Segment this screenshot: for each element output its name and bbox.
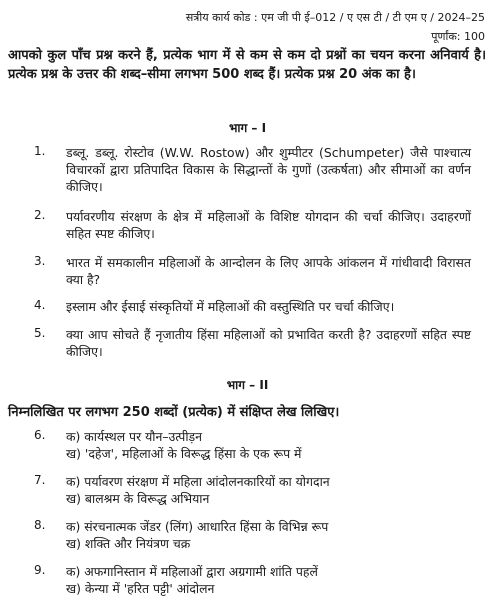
part-a: क) अफगानिस्तान में महिलाओं द्वारा अग्रगामी शांति पहलें: [66, 564, 318, 579]
question-parts: [66, 518, 471, 552]
section-2-title: भाग – II: [226, 378, 269, 392]
question-number: 8.: [34, 518, 46, 532]
question-number: 9.: [34, 563, 46, 577]
question-number: 3.: [34, 254, 46, 268]
part-a: क) कार्यस्थल पर यौन–उत्पीड़न: [66, 429, 203, 444]
question-parts: [66, 563, 471, 597]
question-text: पर्यावरणीय संरक्षण के क्षेत्र में महिलाओं के विशिष्ट योगदान की चर्चा कीजिए। उदाहरणों सहित स्पष्ट कीजिए।: [66, 209, 471, 241]
max-marks: पूर्णांक: 100: [431, 30, 485, 43]
section-2-instruction: निम्नलिखित पर लगभग 250 शब्दों (प्रत्येक) में संक्षिप्त लेख लिखिए।: [8, 405, 340, 420]
section-1-title: भाग – I: [228, 121, 267, 135]
question-number: 1.: [34, 144, 46, 158]
assignment-code: सत्रीय कार्य कोड : एम जी पी ई–012 / ए एस टी / टी एम ए / 2024–25: [185, 11, 485, 24]
question-text: क्या आप सोचते हैं नृजातीय हिंसा महिलाओं को प्रभावित करती है? उदाहरणों सहित स्पष्ट कीजिए।: [66, 327, 471, 359]
part-b: ख) केन्या में 'हरित पट्टी' आंदोलन: [66, 581, 215, 596]
part-b: ख) बालश्रम के विरूद्ध अभियान: [66, 491, 210, 506]
question-text: इस्लाम और ईसाई संस्कृतियों में महिलाओं की वस्तुस्थिति पर चर्चा कीजिए।: [66, 299, 395, 314]
general-instructions: आपको कुल पाँच प्रश्न करने हैं, प्रत्येक भाग में से कम से कम दो प्रश्नों का चयन करना अनिवार्य है। प्रत्येक प्रश्न के उत्तर की शब्द–सीमा लगभग 500 शब्द हैं। प्रत्येक प्रश्न 20 अंक का है।: [8, 48, 486, 82]
part-b: ख) शक्ति और नियंत्रण चक्र: [66, 536, 191, 551]
question-text: भारत में समकालीन महिलाओं के आन्दोलन के लिए आपके आंकलन में गांधीवादी विरासत क्या है?: [66, 255, 471, 287]
question-number: 6.: [34, 428, 46, 442]
part-b: ख) 'दहेज', महिलाओं के विरूद्ध हिंसा के एक रूप में: [66, 446, 302, 461]
question-parts: [66, 473, 471, 507]
question-number: 5.: [34, 326, 46, 340]
question-number: 2.: [34, 208, 46, 222]
part-a: क) पर्यावरण संरक्षण में महिला आंदोलनकारियों का योगदान: [66, 474, 330, 489]
question-number: 4.: [34, 298, 46, 312]
question-number: 7.: [34, 473, 46, 487]
question-text: डब्लू. डब्लू. रोस्टोव (W.W. Rostow) और शुम्पीटर (Schumpeter) जैसे पाश्चात्य विचारकों द्वारा प्रतिपादित विकास के सिद्धान्तों के गुणों (उत्कर्षता) और सीमाओं का वर्णन कीजिए।: [66, 145, 471, 194]
question-parts: [66, 428, 471, 462]
part-a: क) संरचनात्मक जेंडर (लिंग) आधारित हिंसा के विभिन्न रूप: [66, 519, 329, 534]
